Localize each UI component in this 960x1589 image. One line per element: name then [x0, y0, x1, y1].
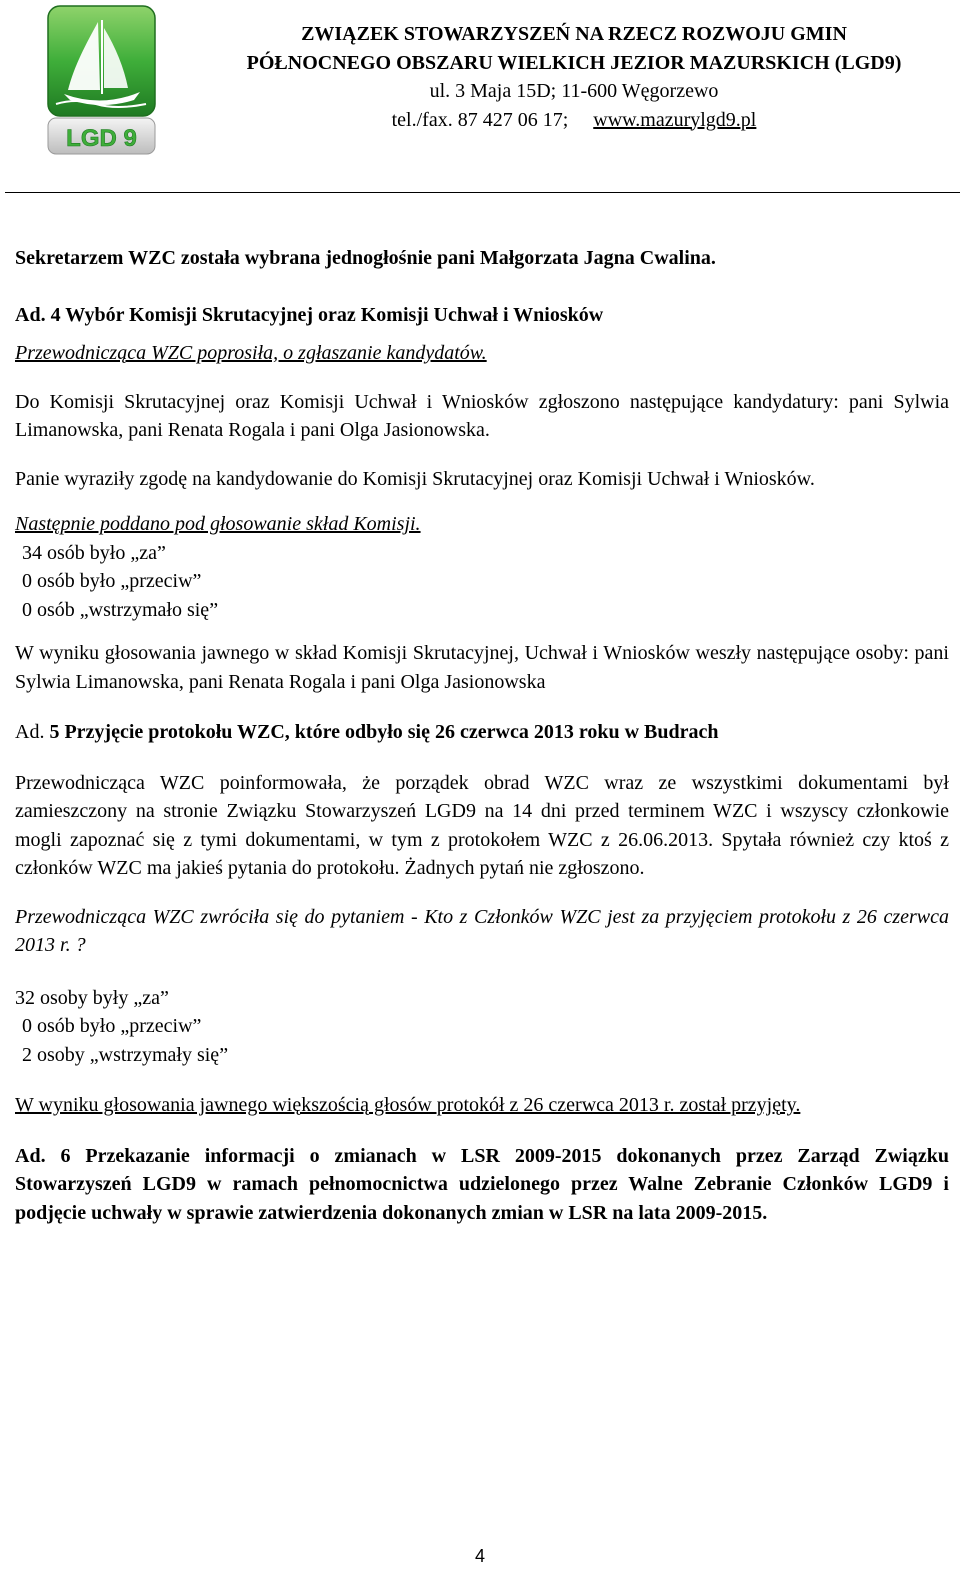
org-name-line2: PÓŁNOCNEGO OBSZARU WIELKICH JEZIOR MAZURSKICH (LGD9)	[246, 51, 902, 74]
ad4-vote-against: 0 osób było „przeciw”	[22, 570, 202, 592]
document-body	[15, 244, 949, 1227]
ad4-vote-for: 34 osób było „za”	[22, 541, 166, 564]
ad5-result: W wyniku głosowania jawnego większością głosów protokół z 26 czerwca 2013 r. został przyjęty.	[15, 1094, 801, 1116]
ad4-result: W wyniku głosowania jawnego w skład Komisji Skrutacyjnej, Uchwał i Wniosków weszły następujące osoby: pani Sylwia Limanowska, pani Renata Rogala i pani Olga Jasionowska	[15, 642, 949, 693]
letterhead	[214, 20, 934, 134]
ad4-candidates: Do Komisji Skrutacyjnej oraz Komisji Uchwał i Wniosków zgłoszono następujące kandydatury: pani Sylwia Limanowska, pani Renata Rogala i pani Olga Jasionowska.	[15, 390, 949, 441]
sailboat-logo-icon	[46, 4, 157, 156]
ad5-vote-for: 32 osoby były „za”	[15, 986, 169, 1009]
ad5-vote-abstain: 2 osoby „wstrzymały się”	[22, 1043, 229, 1066]
ad4-heading: Ad. 4 Wybór Komisji Skrutacyjnej oraz Komisji Uchwał i Wniosków	[15, 303, 604, 326]
lgd9-logo	[46, 4, 157, 156]
header-divider	[5, 192, 960, 193]
ad4-vote-abstain: 0 osób „wstrzymało się”	[22, 598, 219, 621]
secretary-statement: Sekretarzem WZC została wybrana jednogłośnie pani Małgorzata Jagna Cwalina.	[15, 247, 716, 269]
ad4-consent: Panie wyraziły zgodę na kandydowanie do Komisji Skrutacyjnej oraz Komisji Uchwał i Wniosków.	[15, 467, 815, 490]
ad4-vote-intro: Następnie poddano pod głosowanie skład Komisji.	[15, 513, 421, 535]
ad5-question: Przewodnicząca WZC zwróciła się do pytaniem - Kto z Członków WZC jest za przyjęciem protokołu z 26 czerwca 2013 r. ?	[15, 905, 949, 956]
org-name-line1: ZWIĄZEK STOWARZYSZEŃ NA RZECZ ROZWOJU GMIN	[301, 23, 847, 45]
org-address: ul. 3 Maja 15D; 11-600 Węgorzewo	[429, 80, 719, 102]
org-phone: tel./fax. 87 427 06 17;	[391, 108, 569, 131]
logo-text: LGD 9	[66, 125, 137, 152]
ad4-call-for-candidates: Przewodnicząca WZC poprosiła, o zgłaszanie kandydatów.	[15, 342, 487, 364]
ad5-info: Przewodnicząca WZC poinformowała, że porządek obrad WZC wraz ze wszystkimi dokumentami był zamieszczony na stronie Związku Stowarzyszeń LGD9 na 14 dni przed terminem WZC i wszyscy członkowie mogli zapoznać się z tymi dokumentami, w tym z protokołem WZC z 26.06.2013. Spytała również czy ktoś z członków WZC ma jakieś pytania do protokołu. Żadnych pytań nie zgłoszono.	[15, 771, 949, 879]
ad5-vote-against: 0 osób było „przeciw”	[22, 1015, 202, 1037]
ad6-heading: Ad. 6 Przekazanie informacji o zmianach w LSR 2009-2015 dokonanych przez Zarząd Związku Stowarzyszeń LGD9 w ramach pełnomocnictwa udzielonego przez Walne Zebranie Członków LGD9 i podjęcie uchwały w sprawie zatwierdzenia dokonanych zmian w LSR na lata 2009-2015.	[15, 1144, 949, 1224]
ad5-heading: Ad. 5 Przyjęcie protokołu WZC, które odbyło się 26 czerwca 2013 roku w Budrach	[15, 721, 719, 743]
page-number: 4	[474, 1546, 485, 1566]
org-website-link[interactable]: www.mazurylgd9.pl	[593, 108, 757, 131]
